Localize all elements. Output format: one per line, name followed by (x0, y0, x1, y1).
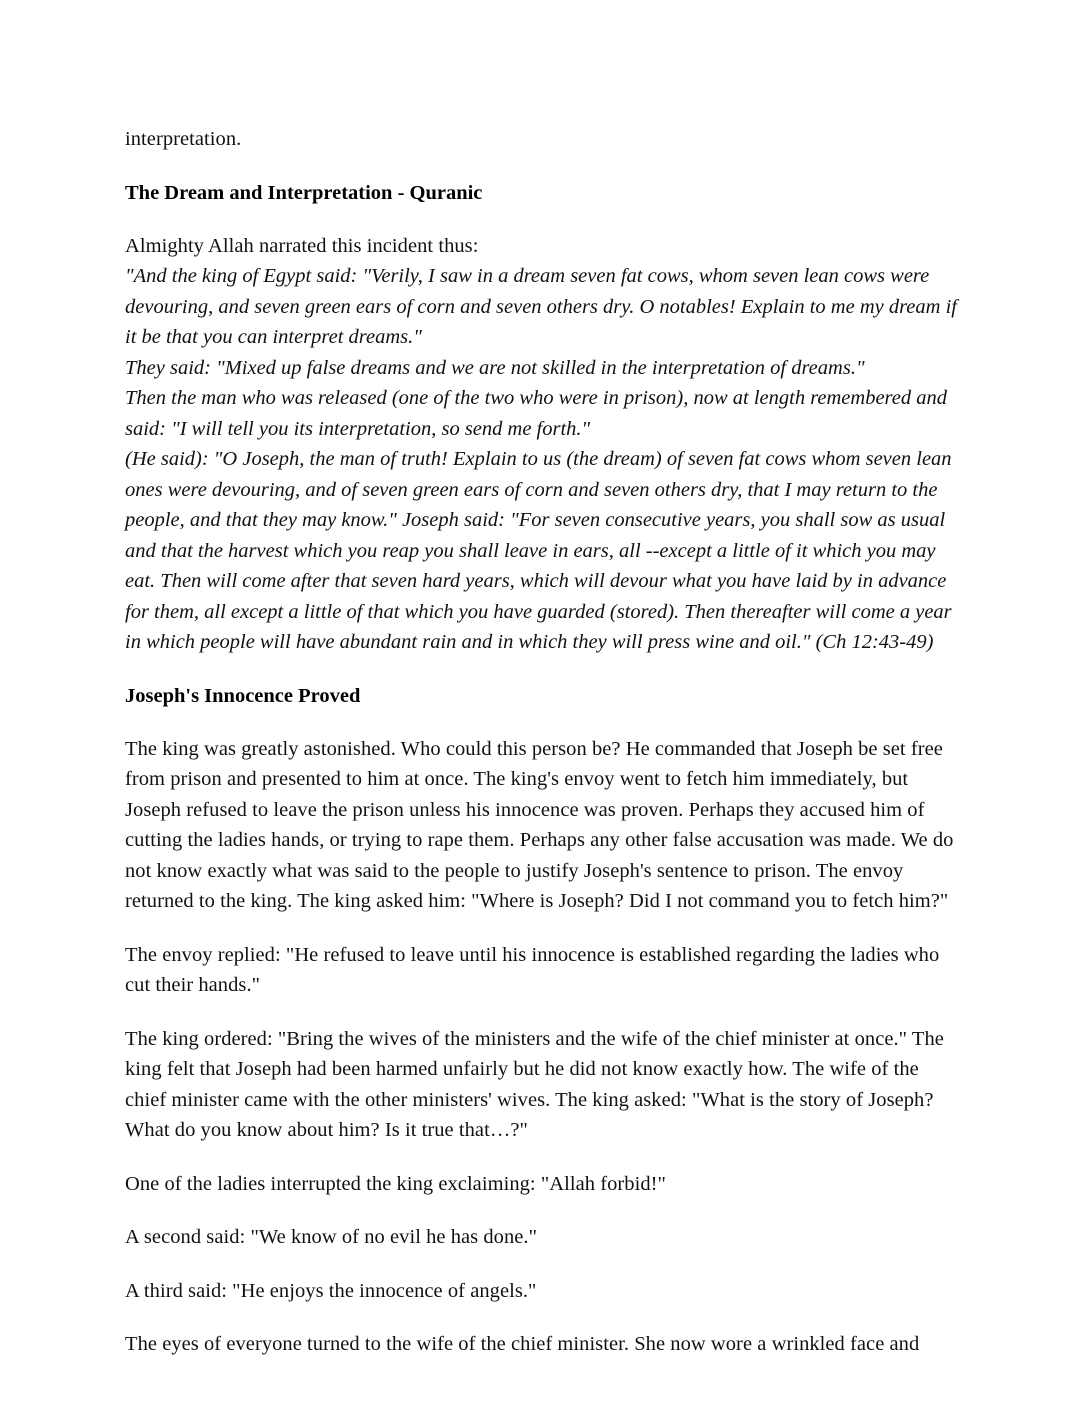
quranic-quote-paragraph-1: "And the king of Egypt said: "Verily, I saw in a dream seven fat cows, whom seven lean cows were devouring, and seven green ears of corn and seven others dry. O notables! Explain to me my dream if it be that you can interpret dreams." (125, 265, 957, 348)
page-content (125, 124, 963, 1383)
quranic-quote-paragraph-2: They said: "Mixed up false dreams and we are not skilled in the interpretation of dreams." (125, 356, 865, 379)
quote-intro-line: Almighty Allah narrated this incident thus: (125, 234, 479, 257)
body-paragraph-lady-interrupted: One of the ladies interrupted the king exclaiming: "Allah forbid!" (125, 1172, 666, 1195)
quranic-quote-paragraph-4: (He said): "O Joseph, the man of truth! Explain to us (the dream) of seven fat cows whom seven lean ones were devouring, and of seven green ears of corn and seven others dry, that I may return to the people, and that they may know." Joseph said: "For seven consecutive years, you shall sow as usual and that the harvest which you reap you shall leave in ears, all --except a little of it which you may eat. Then will come after that seven hard years, which will devour what you have laid by in advance for them, all except a little of that which you have guarded (stored). Then thereafter will come a year in which people will have abundant rain and in which they will press wine and oil." (Ch 12:43-49) (125, 448, 952, 653)
body-paragraph-envoy-replied: The envoy replied: "He refused to leave until his innocence is established regarding the ladies who cut their hands." (125, 943, 940, 996)
continued-paragraph: interpretation. (125, 128, 242, 150)
body-paragraph-second-said: A second said: "We know of no evil he has done." (125, 1226, 538, 1248)
body-paragraph-king-ordered: The king ordered: "Bring the wives of the ministers and the wife of the chief minister at once." The king felt that Joseph had been harmed unfairly but he did not know exactly how. The wife of the chief minister came with the other ministers' wives. The king asked: "What is the story of Joseph? What do you know about him? Is it true that…?" (125, 1027, 944, 1141)
body-paragraph-king-astonished: The king was greatly astonished. Who could this person be? He commanded that Joseph be set free from prison and presented to him at once. The king's envoy went to fetch him immediately, but Joseph refused to leave the prison unless his innocence was proven. Perhaps they accused him of cutting the ladies hands, or trying to rape them. Perhaps any other false accusation was made. We do not know exactly what was said to the people to justify Joseph's sentence to prison. The envoy returned to the king. The king asked him: "Where is Joseph? Did I not command you to fetch him?" (125, 737, 954, 912)
section-heading-dream-interpretation: The Dream and Interpretation - Quranic (125, 181, 483, 204)
body-paragraph-eyes-turned: The eyes of everyone turned to the wife of the chief minister. She now wore a wrinkled face and (125, 1333, 920, 1355)
body-paragraph-third-said: A third said: "He enjoys the innocence of angels." (125, 1279, 537, 1302)
section-heading-innocence-proved: Joseph's Innocence Proved (125, 684, 361, 707)
quranic-quote-paragraph-3: Then the man who was released (one of the two who were in prison), now at length remembered and said: "I will tell you its interpretation, so send me forth." (125, 387, 948, 440)
